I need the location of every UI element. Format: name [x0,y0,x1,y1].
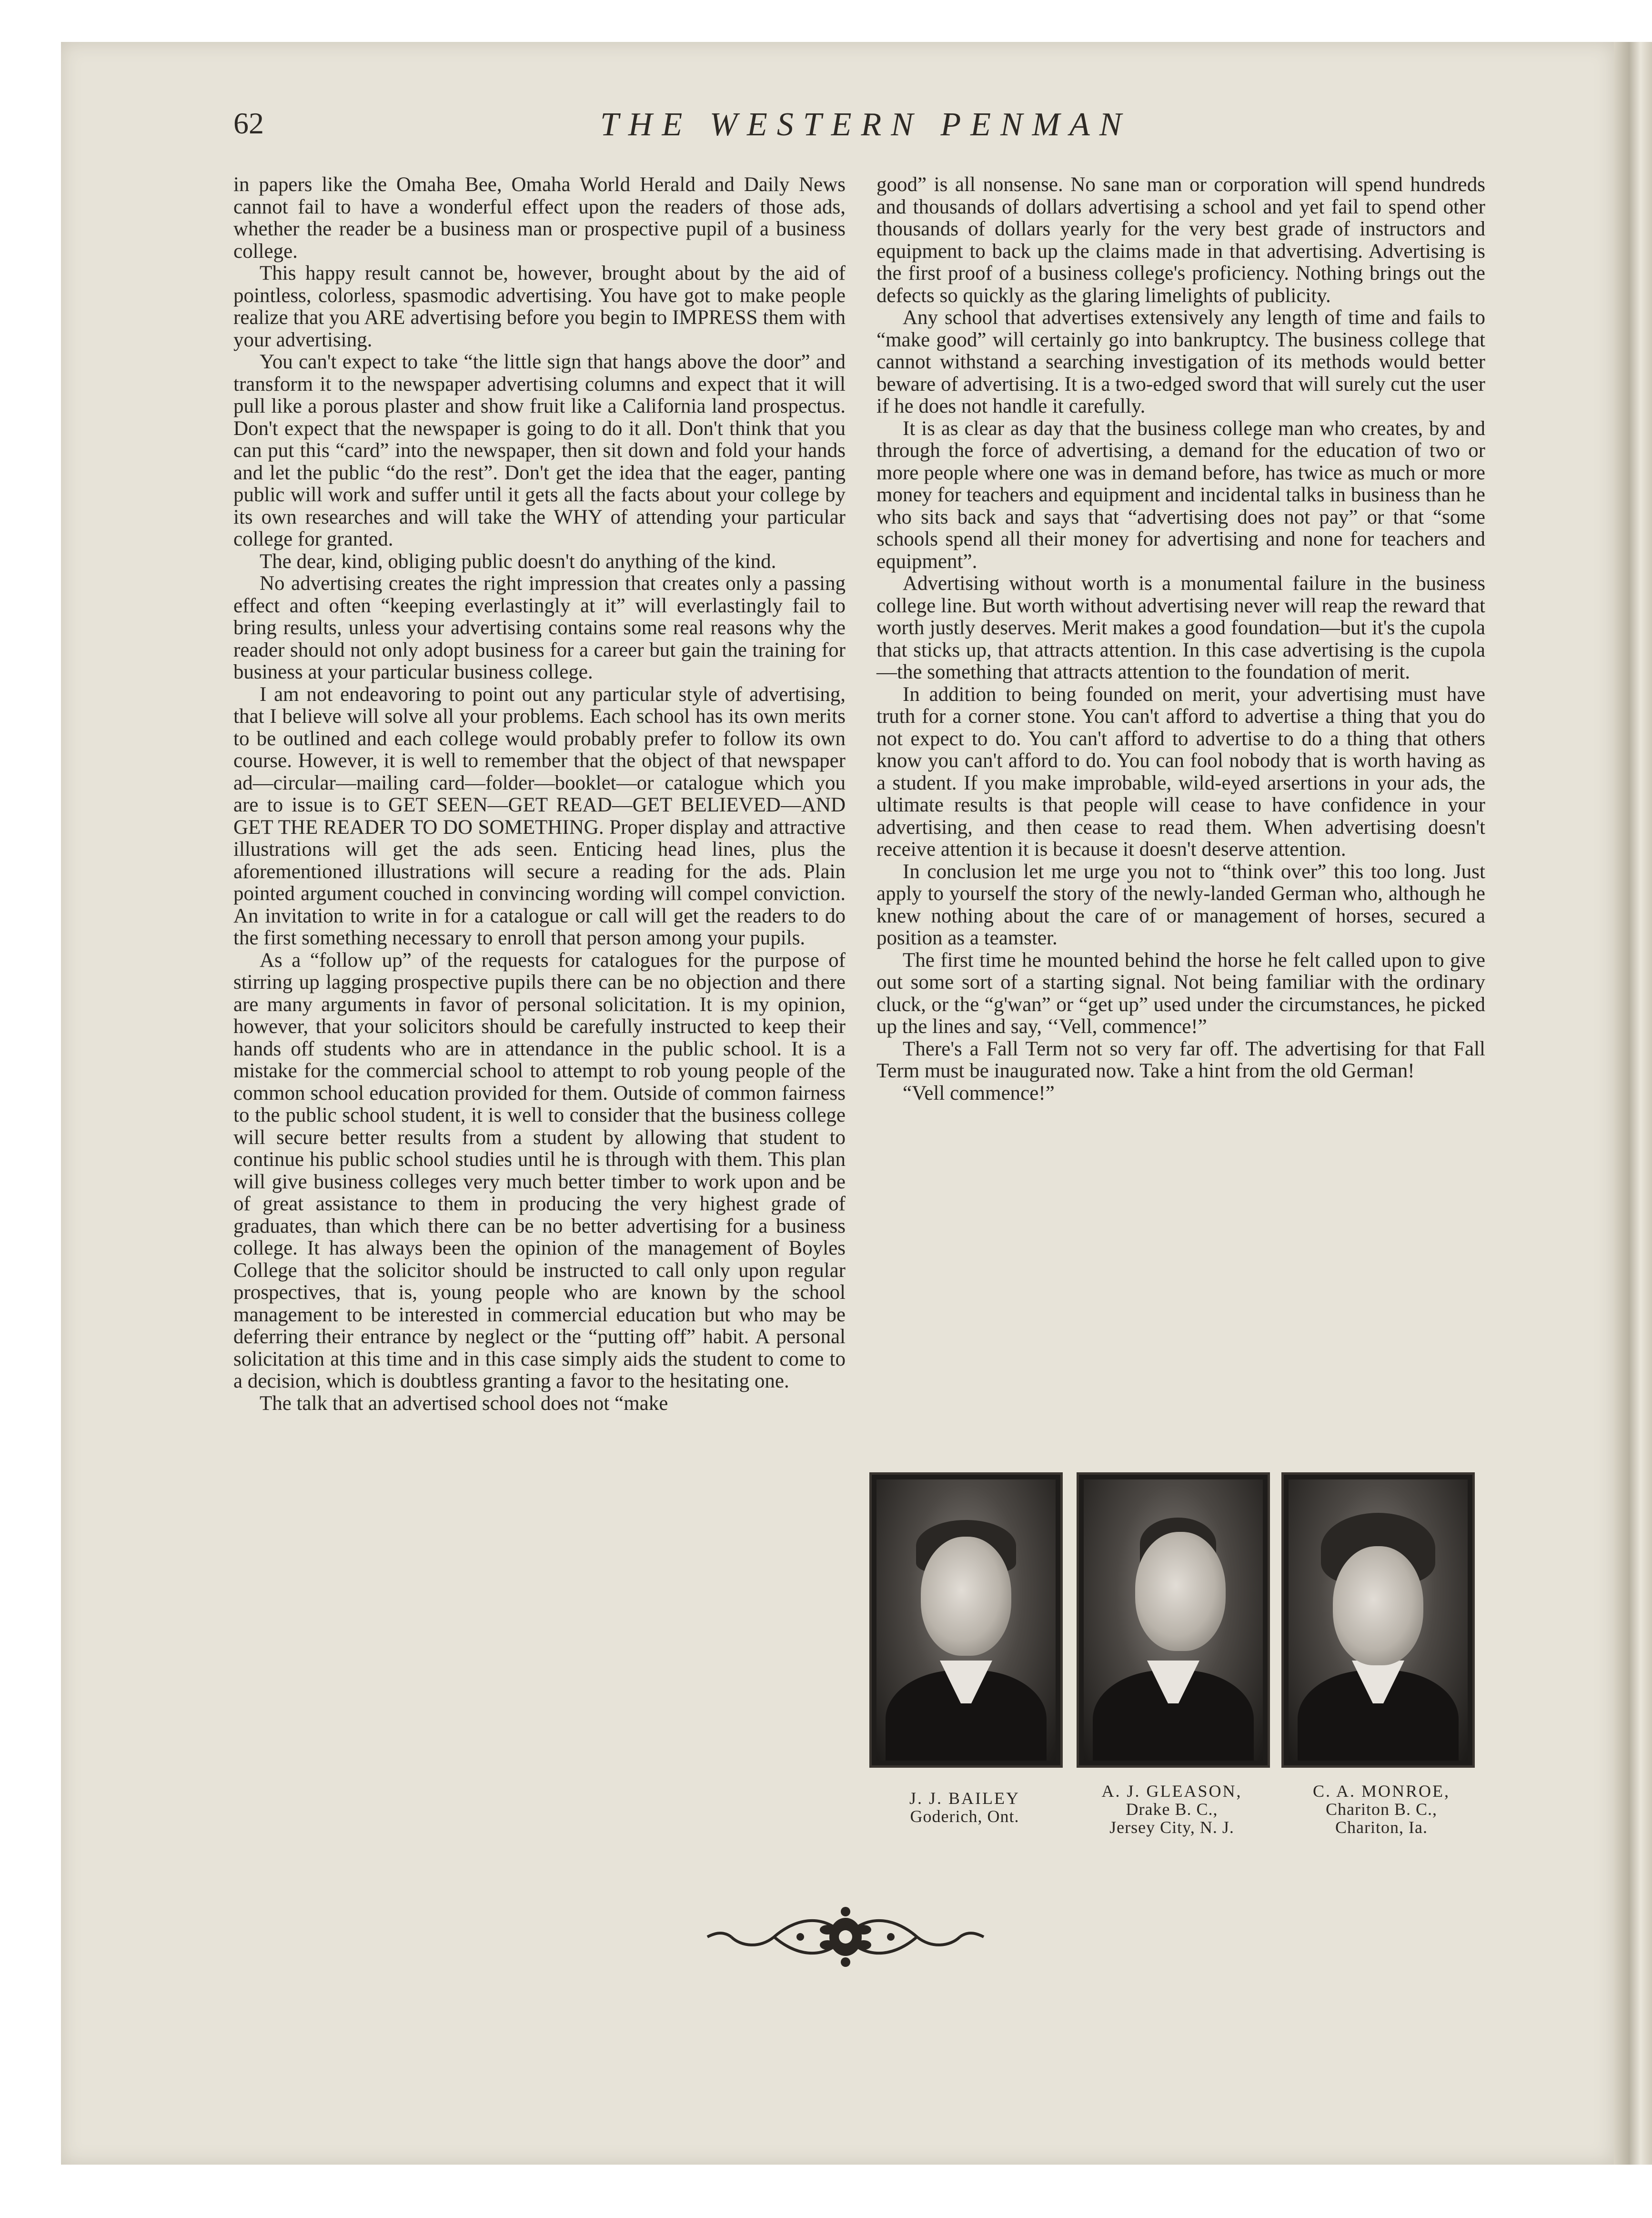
scan-margin-bottom [61,2165,1652,2218]
ornament-flourish [703,1901,988,1973]
paragraph: The talk that an advertised school does not “make [260,1392,668,1415]
paragraph: The dear, kind, obliging public doesn't do anything of the kind. [260,550,776,573]
page-number: 62 [233,106,264,140]
caption-name: J. J. BAILEY [909,1789,1020,1808]
caption-gleason [1072,1782,1272,1836]
portrait-photo-bailey [869,1472,1063,1768]
paragraph: In conclusion let me urge you not to “think over” this too long. Just apply to yourself the story of the newly-landed German who, although he knew nothing about the care of or management of horses, secured a position as a teamster. [876,860,1485,949]
paragraph: You can't expect to take “the little sign that hangs above the door” and transform it to the newspaper advertising columns and expect that it will pull like a porous plaster and show fruit like a California land prospectus. Don't expect that the newspaper is going to do it all. Don't think that you can put this “card” into the newspaper, then sit down and fold your hands and let the public “do the rest”. Don't get the idea that the eager, panting public will work and suffer until it gets all the facts about your college by its own researches and will take the WHY of attending your particular college for granted. [233,351,846,550]
paragraph: Any school that advertises extensively any length of time and fails to “make good” will certainly go into bankruptcy. The business college that cannot withstand a searching investigation of its methods would better beware of advertising. It is a two-edged sword that will surely cut the user if he does not handle it carefully. [876,306,1485,417]
paragraph: As a “follow up” of the requests for catalogues for the purpose of stirring up lagging prospective pupils there can be no objection and there are many arguments in favor of personal solicitation. It is my opinion, however, that your solicitors should be carefully instructed to keep their hands off students who are in attendance in the public school. It is a mistake for the commercial school to attempt to rob young people of the common school education provided for them. Outside of common fairness to the public school student, it is well to consider that the business college will secure better results from a student by allowing that student to continue his public school studies until he is through with them. This plan will give business colleges very much better timber to work upon and be of great assistance to them in producing the very highest grade of graduates, than which there can be no better advertising for a business college. It has always been the opinion of the management of Boyles College that the solicitor should be instructed to call only upon regular prospectives, that is, young people who are known by the school management to be interested in commercial education but who may be deferring their entrance by neglect or the “putting off” habit. A personal solicitation at this time and in this case simply aids the student to come to a decision, which is doubtless granting a favor to the hesitating one. [233,949,846,1392]
paragraph: This happy result cannot be, however, brought about by the aid of pointless, colorless, spasmodic advertising. You have got to make people realize that you ARE advertising before you begin to IMPRESS them with your advertising. [233,262,846,351]
caption-line: Drake B. C., [1126,1800,1218,1819]
caption-line: Goderich, Ont. [910,1807,1019,1826]
portrait-photo-gleason [1077,1472,1270,1768]
paragraph: The first time he mounted behind the horse he felt called upon to give out some sort of a starting signal. Not being familiar with the ordinary cluck, or the “g'wan” or “get up” used under the circumstances, he picked up the lines and say, ‘‘Vell, commence!” [876,949,1485,1038]
caption-name: A. J. GLEASON, [1101,1782,1242,1801]
caption-bailey [865,1789,1065,1825]
caption-name: C. A. MONROE, [1312,1782,1451,1801]
paragraph: There's a Fall Term not so very far off. The advertising for that Fall Term must be inaugurated now. Take a hint from the old German! [876,1037,1485,1082]
page-edge [1614,42,1652,2165]
caption-line: Chariton B. C., [1325,1800,1437,1819]
paragraph: It is as clear as day that the business college man who creates, by and through the force of advertising, a demand for the education of two or more people where one was in demand before, has twice as much or more money for teachers and equipment and incidental talks in business than he who sits back and says that “advertising does not pay” or that “some schools spend all their money for advertising and none for teachers and equipment”. [876,417,1485,573]
paragraph: No advertising creates the right impression that creates only a passing effect and often “keeping everlastingly at it” will everlastingly fail to bring results, unless your advertising contains some real reasons why the reader should not only adopt business for a career but gain the training for business at your particular business college. [233,572,846,683]
portrait-photo-monroe [1281,1472,1475,1768]
paragraph: good” is all nonsense. No sane man or corporation will spend hundreds and thousands of dollars advertising a school and yet fail to spend other thousands of dollars yearly for the very best grade of instructors and equipment to back up the claims made in that advertising. Advertising is the first proof of a business college's proficiency. Nothing brings out the defects so quickly as the glaring limelights of publicity. [876,173,1485,307]
right-column [876,174,1485,1104]
caption-line: Jersey City, N. J. [1109,1818,1234,1837]
paragraph: I am not endeavoring to point out any particular style of advertising, that I believe will solve all your problems. Each school has its own merits to be outlined and each college would probably prefer to follow its own course. However, it is well to remember that the object of that newspaper ad—circular—mailing card—folder—booklet—or catalogue which you are to issue is to GET SEEN—GET READ—GET BELIEVED—AND GET THE READER TO DO SOMETHING. Proper display and attractive illustrations will get the ads seen. Enticing head lines, plus the aforementioned illustrations will secure a reading for the ads. Plain pointed argument couched in convincing wording will compel conviction. An invitation to write in for a catalogue or call will get the readers to do the first something necessary to enroll that person among your pupils. [233,683,846,949]
paragraph: in papers like the Omaha Bee, Omaha World Herald and Daily News cannot fail to have a wonderful effect upon the readers of those ads, whether the reader be a business man or prospective pupil of a business college. [233,173,846,263]
left-column [233,174,846,1415]
paragraph: In addition to being founded on merit, your advertising must have truth for a corner stone. You can't afford to advertise a thing that you do not expect to do. You can't afford to advertise to do a thing that others know you can't afford to do. You can fool nobody that is worth having as a student. If you make improbable, wild-eyed arsertions in your ads, the ultimate results is that people will cease to have confidence in your advertising, and then cease to read them. When advertising doesn't receive attention it is because it doesn't deserve attention. [876,683,1485,861]
running-head: THE WESTERN PENMAN [600,106,1131,143]
caption-line: Chariton, Ia. [1335,1818,1428,1837]
caption-monroe [1281,1782,1481,1836]
paragraph: Advertising without worth is a monumental failure in the business college line. But worth without advertising never will reap the reward that worth justly deserves. Merit makes a good foundation—but it's the cupola that sticks up, that attracts attention. In this case advertising is the cupola—the something that attracts attention to the foundation of merit. [876,572,1485,683]
paragraph: “Vell commence!” [903,1082,1055,1104]
